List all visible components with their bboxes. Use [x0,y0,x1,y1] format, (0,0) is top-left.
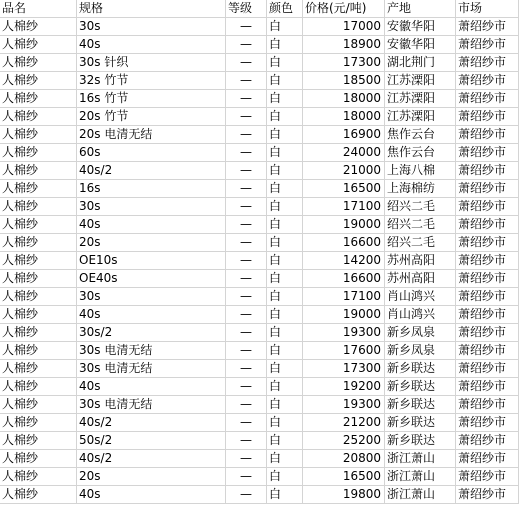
cell-name[interactable]: 人棉纱 [0,54,77,72]
cell-spec[interactable]: OE40s [77,270,226,288]
cell-color[interactable]: 白 [267,162,303,180]
cell-origin[interactable]: 绍兴二毛 [385,234,456,252]
cell-origin[interactable]: 湖北荆门 [385,54,456,72]
cell-origin[interactable]: 新乡联达 [385,360,456,378]
cell-price[interactable]: 18000 [303,90,385,108]
cell-grade[interactable]: — [226,54,267,72]
cell-grade[interactable]: — [226,306,267,324]
cell-name[interactable]: 人棉纱 [0,396,77,414]
cell-origin[interactable]: 浙江萧山 [385,486,456,504]
cell-spec[interactable]: 40s [77,216,226,234]
cell-origin[interactable]: 新乡联达 [385,432,456,450]
cell-name[interactable]: 人棉纱 [0,18,77,36]
cell-origin[interactable]: 江苏溧阳 [385,90,456,108]
cell-name[interactable]: 人棉纱 [0,306,77,324]
cell-spec[interactable]: 40s [77,486,226,504]
cell-price[interactable]: 16500 [303,180,385,198]
table-row [0,198,519,216]
cell-name[interactable]: 人棉纱 [0,360,77,378]
table-row [0,18,519,36]
header-row [0,0,519,18]
cell-price[interactable]: 17300 [303,54,385,72]
cell-grade[interactable]: — [226,72,267,90]
cell-origin[interactable]: 安徽华阳 [385,18,456,36]
table-row [0,360,519,378]
table-row [0,306,519,324]
cell-spec[interactable]: 20s [77,234,226,252]
cell-grade[interactable]: — [226,252,267,270]
table-row [0,396,519,414]
cell-grade[interactable]: — [226,36,267,54]
cell-name[interactable]: 人棉纱 [0,378,77,396]
cell-name[interactable]: 人棉纱 [0,288,77,306]
cell-origin[interactable]: 肖山鸿兴 [385,288,456,306]
cell-market[interactable]: 萧绍纱市 [456,306,519,324]
cell-price[interactable]: 25200 [303,432,385,450]
cell-name[interactable]: 人棉纱 [0,324,77,342]
cell-color[interactable]: 白 [267,216,303,234]
cell-name[interactable]: 人棉纱 [0,90,77,108]
cell-origin[interactable]: 新乡联达 [385,396,456,414]
cell-price[interactable]: 16600 [303,234,385,252]
cell-spec[interactable]: OE10s [77,252,226,270]
cell-spec[interactable]: 30s [77,198,226,216]
cell-spec[interactable]: 40s [77,36,226,54]
cell-market[interactable]: 萧绍纱市 [456,378,519,396]
table-row [0,450,519,468]
cell-spec[interactable]: 40s/2 [77,450,226,468]
cell-color[interactable]: 白 [267,378,303,396]
cell-origin[interactable]: 新乡联达 [385,378,456,396]
cell-color[interactable]: 白 [267,360,303,378]
table-row [0,180,519,198]
cell-price[interactable]: 24000 [303,144,385,162]
cell-price[interactable]: 18500 [303,72,385,90]
cell-grade[interactable]: — [226,324,267,342]
cell-grade[interactable]: — [226,180,267,198]
cell-color[interactable]: 白 [267,342,303,360]
cell-grade[interactable]: — [226,450,267,468]
cell-origin[interactable]: 新乡凤泉 [385,324,456,342]
table-row [0,252,519,270]
cell-color[interactable]: 白 [267,234,303,252]
cell-color[interactable]: 白 [267,144,303,162]
cell-market[interactable]: 萧绍纱市 [456,468,519,486]
cell-name[interactable]: 人棉纱 [0,126,77,144]
cell-origin[interactable]: 江苏溧阳 [385,108,456,126]
table-row [0,342,519,360]
header-origin[interactable]: 产地 [385,0,456,18]
cell-spec[interactable]: 30s 电清无结 [77,396,226,414]
cell-name[interactable]: 人棉纱 [0,252,77,270]
cell-origin[interactable]: 新乡联达 [385,414,456,432]
cell-color[interactable]: 白 [267,396,303,414]
cell-grade[interactable]: — [226,270,267,288]
header-color[interactable]: 颜色 [267,0,303,18]
cell-origin[interactable]: 苏州高阳 [385,270,456,288]
cell-grade[interactable]: — [226,216,267,234]
cell-spec[interactable]: 40s/2 [77,414,226,432]
cell-name[interactable]: 人棉纱 [0,432,77,450]
cell-color[interactable]: 白 [267,450,303,468]
cell-price[interactable]: 19200 [303,378,385,396]
cell-price[interactable]: 19000 [303,216,385,234]
cell-price[interactable]: 20800 [303,450,385,468]
table-row [0,288,519,306]
cell-price[interactable]: 14200 [303,252,385,270]
cell-color[interactable]: 白 [267,90,303,108]
cell-color[interactable]: 白 [267,432,303,450]
header-market[interactable]: 市场 [456,0,519,18]
cell-spec[interactable]: 30s 针织 [77,54,226,72]
cell-price[interactable]: 16900 [303,126,385,144]
cell-color[interactable]: 白 [267,36,303,54]
cell-market[interactable]: 萧绍纱市 [456,144,519,162]
cell-price[interactable]: 19300 [303,396,385,414]
cell-market[interactable]: 萧绍纱市 [456,108,519,126]
cell-price[interactable]: 19800 [303,486,385,504]
cell-name[interactable]: 人棉纱 [0,36,77,54]
cell-name[interactable]: 人棉纱 [0,414,77,432]
table-row [0,378,519,396]
cell-market[interactable]: 萧绍纱市 [456,252,519,270]
header-price[interactable]: 价格(元/吨) [303,0,385,18]
cell-spec[interactable]: 40s [77,306,226,324]
cell-name[interactable]: 人棉纱 [0,198,77,216]
cell-spec[interactable]: 50s/2 [77,432,226,450]
header-name[interactable]: 品名 [0,0,77,18]
cell-grade[interactable]: — [226,432,267,450]
cell-spec[interactable]: 30s [77,18,226,36]
cell-grade[interactable]: — [226,360,267,378]
cell-market[interactable]: 萧绍纱市 [456,90,519,108]
table-row [0,432,519,450]
cell-price[interactable]: 18900 [303,36,385,54]
cell-price[interactable]: 16600 [303,270,385,288]
cell-color[interactable]: 白 [267,180,303,198]
cell-spec[interactable]: 40s/2 [77,162,226,180]
cell-color[interactable]: 白 [267,486,303,504]
cell-origin[interactable]: 江苏溧阳 [385,72,456,90]
cell-color[interactable]: 白 [267,18,303,36]
cell-market[interactable]: 萧绍纱市 [456,270,519,288]
cell-name[interactable]: 人棉纱 [0,162,77,180]
cell-origin[interactable]: 上海棉纺 [385,180,456,198]
cell-origin[interactable]: 浙江萧山 [385,468,456,486]
table-row [0,72,519,90]
cell-color[interactable]: 白 [267,252,303,270]
table-row [0,216,519,234]
cell-grade[interactable]: — [226,342,267,360]
cell-name[interactable]: 人棉纱 [0,450,77,468]
cell-name[interactable]: 人棉纱 [0,108,77,126]
cell-market[interactable]: 萧绍纱市 [456,198,519,216]
cell-spec[interactable]: 30s 电清无结 [77,360,226,378]
table-row [0,108,519,126]
cell-spec[interactable]: 16s 竹节 [77,90,226,108]
cell-spec[interactable]: 60s [77,144,226,162]
cell-grade[interactable]: — [226,234,267,252]
table-row [0,126,519,144]
cell-grade[interactable]: — [226,378,267,396]
cell-price[interactable]: 17100 [303,198,385,216]
cell-market[interactable]: 萧绍纱市 [456,216,519,234]
cell-origin[interactable]: 焦作云台 [385,126,456,144]
cell-grade[interactable]: — [226,162,267,180]
cell-market[interactable]: 萧绍纱市 [456,36,519,54]
cell-grade[interactable]: — [226,468,267,486]
cell-market[interactable]: 萧绍纱市 [456,234,519,252]
table-row [0,468,519,486]
cell-spec[interactable]: 40s [77,378,226,396]
table-row [0,324,519,342]
cell-spec[interactable]: 32s 竹节 [77,72,226,90]
cell-market[interactable]: 萧绍纱市 [456,450,519,468]
cell-name[interactable]: 人棉纱 [0,144,77,162]
cell-spec[interactable]: 20s [77,468,226,486]
table-row [0,270,519,288]
cell-grade[interactable]: — [226,126,267,144]
cell-color[interactable]: 白 [267,270,303,288]
cell-price[interactable]: 21000 [303,162,385,180]
cell-name[interactable]: 人棉纱 [0,342,77,360]
cell-grade[interactable]: — [226,288,267,306]
cell-name[interactable]: 人棉纱 [0,180,77,198]
cell-price[interactable]: 17100 [303,288,385,306]
cell-name[interactable]: 人棉纱 [0,72,77,90]
cell-grade[interactable]: — [226,108,267,126]
table-row [0,162,519,180]
table-row [0,54,519,72]
cell-origin[interactable]: 苏州高阳 [385,252,456,270]
cell-name[interactable]: 人棉纱 [0,234,77,252]
cell-price[interactable]: 18000 [303,108,385,126]
cell-spec[interactable]: 30s [77,288,226,306]
cell-grade[interactable]: — [226,90,267,108]
cell-spec[interactable]: 30s/2 [77,324,226,342]
cell-market[interactable]: 萧绍纱市 [456,432,519,450]
cell-price[interactable]: 17600 [303,342,385,360]
cell-grade[interactable]: — [226,18,267,36]
cell-color[interactable]: 白 [267,126,303,144]
header-grade[interactable]: 等级 [226,0,267,18]
cell-market[interactable]: 萧绍纱市 [456,360,519,378]
cell-spec[interactable]: 16s [77,180,226,198]
cell-market[interactable]: 萧绍纱市 [456,72,519,90]
cell-market[interactable]: 萧绍纱市 [456,162,519,180]
table-row [0,90,519,108]
cell-color[interactable]: 白 [267,324,303,342]
cell-origin[interactable]: 新乡凤泉 [385,342,456,360]
cell-price[interactable]: 17300 [303,360,385,378]
cell-name[interactable]: 人棉纱 [0,216,77,234]
cell-price[interactable]: 17000 [303,18,385,36]
cell-market[interactable]: 萧绍纱市 [456,180,519,198]
cell-price[interactable]: 21200 [303,414,385,432]
cell-price[interactable]: 19300 [303,324,385,342]
cell-grade[interactable]: — [226,144,267,162]
cell-market[interactable]: 萧绍纱市 [456,18,519,36]
cell-color[interactable]: 白 [267,306,303,324]
cell-name[interactable]: 人棉纱 [0,270,77,288]
cell-grade[interactable]: — [226,396,267,414]
cell-color[interactable]: 白 [267,288,303,306]
cell-market[interactable]: 萧绍纱市 [456,288,519,306]
cell-origin[interactable]: 绍兴二毛 [385,198,456,216]
cell-origin[interactable]: 肖山鸿兴 [385,306,456,324]
table-row [0,414,519,432]
table-row [0,36,519,54]
cell-grade[interactable]: — [226,486,267,504]
cell-origin[interactable]: 绍兴二毛 [385,216,456,234]
cell-spec[interactable]: 30s 电清无结 [77,342,226,360]
cell-name[interactable]: 人棉纱 [0,486,77,504]
cell-market[interactable]: 萧绍纱市 [456,324,519,342]
cell-market[interactable]: 萧绍纱市 [456,126,519,144]
cell-color[interactable]: 白 [267,108,303,126]
cell-grade[interactable]: — [226,198,267,216]
table-row [0,144,519,162]
cell-color[interactable]: 白 [267,72,303,90]
cell-market[interactable]: 萧绍纱市 [456,414,519,432]
cell-spec[interactable]: 20s 竹节 [77,108,226,126]
cell-origin[interactable]: 浙江萧山 [385,450,456,468]
cell-origin[interactable]: 安徽华阳 [385,36,456,54]
cell-price[interactable]: 16500 [303,468,385,486]
cell-grade[interactable]: — [226,414,267,432]
cell-color[interactable]: 白 [267,198,303,216]
cell-price[interactable]: 19000 [303,306,385,324]
header-spec[interactable]: 规格 [77,0,226,18]
cell-origin[interactable]: 上海八棉 [385,162,456,180]
table-row [0,486,519,504]
cell-color[interactable]: 白 [267,54,303,72]
cell-spec[interactable]: 20s 电清无结 [77,126,226,144]
cell-name[interactable]: 人棉纱 [0,468,77,486]
cell-market[interactable]: 萧绍纱市 [456,396,519,414]
cell-origin[interactable]: 焦作云台 [385,144,456,162]
cell-market[interactable]: 萧绍纱市 [456,342,519,360]
table-row [0,234,519,252]
cell-color[interactable]: 白 [267,468,303,486]
cell-market[interactable]: 萧绍纱市 [456,486,519,504]
cell-color[interactable]: 白 [267,414,303,432]
cell-market[interactable]: 萧绍纱市 [456,54,519,72]
